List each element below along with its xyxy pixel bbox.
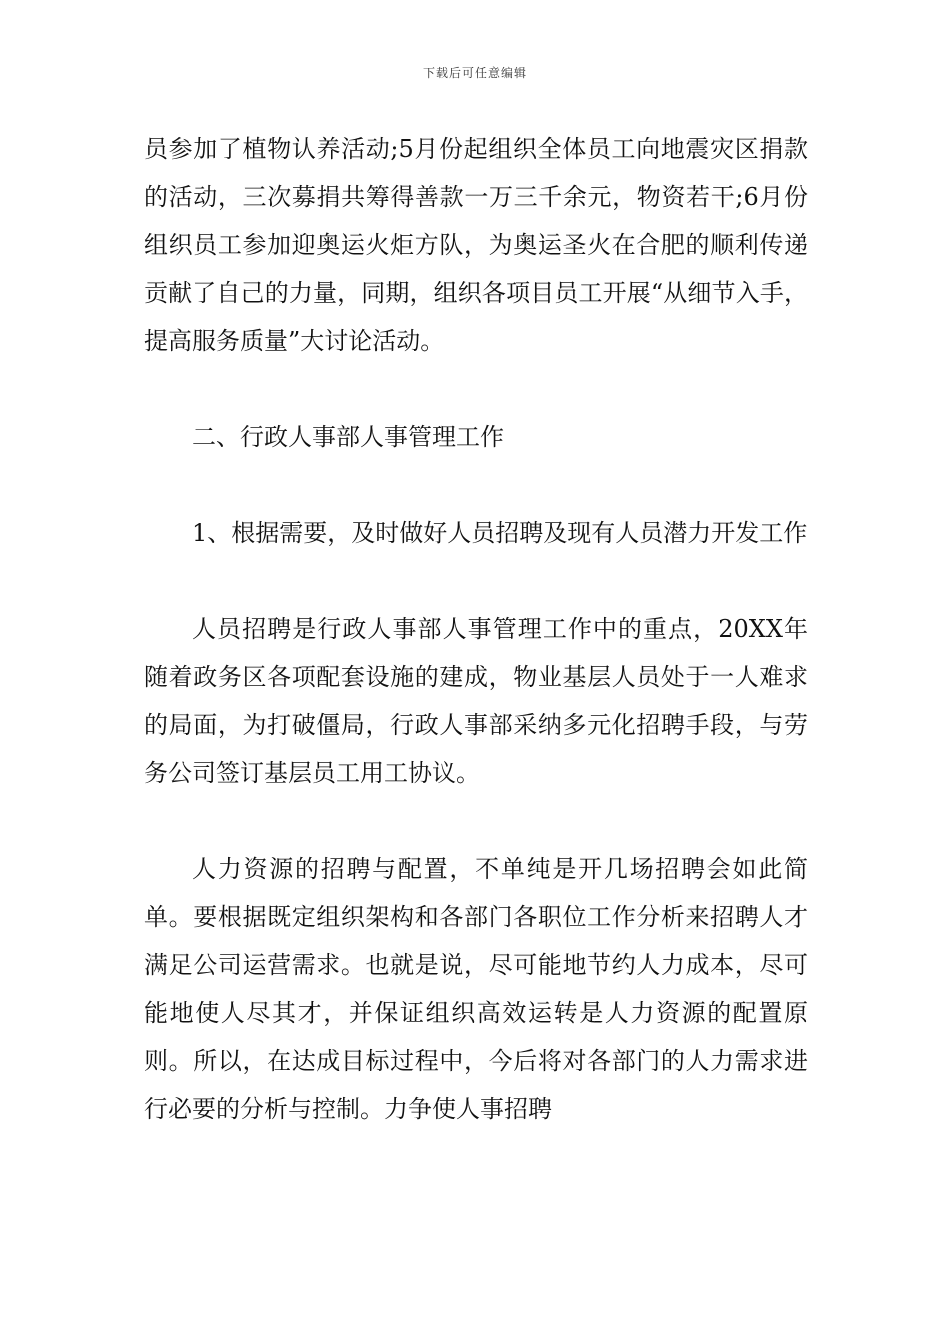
subsection-heading: 1、根据需要，及时做好人员招聘及现有人员潜力开发工作 <box>192 519 808 547</box>
paragraph-activities: 员参加了植物认养活动;5月份起组织全体员工向地震灾区捐款的活动，三次募捐共筹得善款一万三千余元，物资若干;6月份组织员工参加迎奥运火炬方队，为奥运圣火在合肥的顺利传递贡献了自己的力量，同期，组织各项目员工开展“从细节入手，提高服务质量”大讨论活动。 <box>144 135 808 355</box>
paragraph-recruitment: 人员招聘是行政人事部人事管理工作中的重点，20XX年随着政务区各项配套设施的建成，物业基层人员处于一人难求的局面，为打破僵局，行政人事部采纳多元化招聘手段，与劳务公司签订基层员工用工协议。 <box>144 615 808 787</box>
section-heading: 二、行政人事部人事管理工作 <box>192 423 504 451</box>
document-body <box>144 125 808 1133</box>
page-header: 下载后可任意编辑 <box>422 66 527 80</box>
paragraph-allocation: 人力资源的招聘与配置，不单纯是开几场招聘会如此简单。要根据既定组织架构和各部门各职位工作分析来招聘人才满足公司运营需求。也就是说，尽可能地节约人力成本，尽可能地使人尽其才，并保证组织高效运转是人力资源的配置原则。所以，在达成目标过程中，今后将对各部门的人力需求进行必要的分析与控制。力争使人事招聘 <box>144 855 808 1123</box>
